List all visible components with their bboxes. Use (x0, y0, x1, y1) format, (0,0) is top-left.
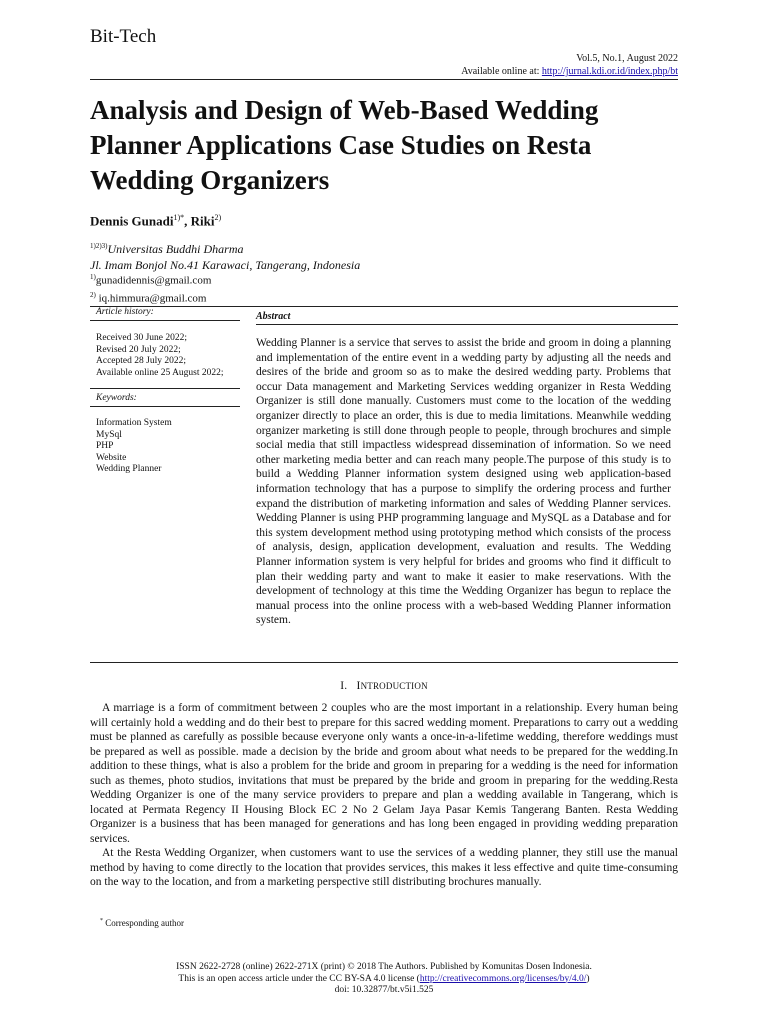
available-date: Available online 25 August 2022; (96, 367, 224, 378)
email-mark: 2) (90, 291, 96, 299)
author-separator: , (184, 213, 191, 229)
introduction-body (90, 701, 678, 890)
page-footer (90, 962, 678, 997)
author-name: Riki (190, 213, 215, 229)
affiliation (90, 238, 360, 273)
author-affiliation-mark: 2) (214, 213, 222, 222)
license-link[interactable]: http://creativecommons.org/licenses/by/4.0/ (419, 973, 587, 984)
email-address: iq.himmura@gmail.com (95, 292, 207, 305)
footer-issn: ISSN 2622-2728 (online) 2622-271X (print) © 2018 The Authors. Published by Komunitas Dosen Indonesia. (176, 962, 592, 972)
affiliation-address: Jl. Imam Bonjol No.41 Karawaci, Tangerang, Indonesia (90, 258, 361, 272)
footnote-text: Corresponding author (103, 918, 184, 928)
footer-license: This is an open access article under the CC BY-SA 4.0 license (http://creativecommons.org/licenses/by/4.0/) (178, 973, 590, 984)
email-address: gunadidennis@gmail.com (95, 274, 212, 287)
section-title-initial: I (356, 680, 361, 692)
journal-name: Bit-Tech (90, 26, 157, 47)
history-heading-divider (90, 320, 240, 321)
section-number: I. (340, 680, 348, 692)
author-list (90, 213, 221, 229)
author-affiliation-mark: 1)* (173, 213, 185, 222)
author-name: Dennis Gunadi (90, 213, 174, 229)
article-history-heading: Article history: (96, 307, 154, 317)
footnote-mark: * (100, 918, 103, 924)
abstract-heading: Abstract (256, 311, 291, 322)
keyword: Wedding Planner (96, 464, 162, 475)
keywords-top-divider (90, 388, 240, 389)
paragraph: A marriage is a form of commitment between 2 couples who are the most important in a relationship. Every human being will certainly hold a wedding and do their best to prepare for this sacred wedding moment. Preparations to carry out a wedding must be planned as carefully as possible because everyone only wants a once-in-a-lifetime wedding, therefore weddings must be prepared as well as possible. made a decision by the bride and groom about what needs to be prepared for the wedding.In addition to these things, what is also a problem for the bride and groom in preparing for a wedding is the need for information such as themes, photo studios, invitations that must be prepared by the bride and groom in preparing for the wedding.Resta Wedding Organizer is one of the many service providers to prepare and plan a wedding available in Tangerang, which is located at Permata Regency II Housing Block EC 2 No 2 Gelam Jaya Pasar Kemis Tangerang Banten. Resta Wedding Organizer is a business that has been managed for generations and has long been engaged in providing wedding preparation services. (90, 702, 678, 845)
abstract-bottom-divider (90, 662, 678, 663)
section-title-rest: NTRODUCTION (360, 681, 428, 691)
keyword: PHP (96, 441, 114, 452)
email-mark: 1) (90, 273, 96, 281)
keyword: Information System (96, 418, 172, 428)
revised-date: Revised 20 July 2022; (96, 344, 181, 355)
abstract-text: Wedding Planner is a service that serves to assist the bride and groom in doing a planning and implementation of the entire event in a wedding party by adjusting all the needs and desires of the bride and groom so as to make the desired wedding party. Problems that occur Data management and Marketing Services wedding organizer in Resta Wedding Organizer is still done manually. Customers must come to the location of the wedding organizer directly to place an order, this is due to media limitations. Meanwhile wedding organizer marketing is still done through people to people, through brochures and simple social media that still impactless widespread dissemination of information. So we need other marketing media better and can reach many people.The purpose of this study is to build a Wedding Planner information system designed using web application-based information technology that has a purpose to simplify the ordering process and further expand the distribution of marketing information and sales of Wedding Planner services. Wedding Planner is using PHP programming language and MySQL as a Database and for this system development method using prototyping method which consists of the process of analysis, design, application development, evaluation and results. The Wedding Planner information system is very helpful for brides and grooms who find it difficult to plan their wedding party and want to make it easier to make reservations. With the development of technology at this time the Wedding Organizer has begun to replace the manual process into the online process with a web-based Wedding Planner information system. (256, 337, 671, 627)
affiliation-mark: 1)2)3) (90, 242, 108, 250)
journal-url-link[interactable]: http://jurnal.kdi.or.id/index.php/bt (541, 66, 678, 77)
accepted-date: Accepted 28 July 2022; (96, 356, 186, 367)
available-online (461, 65, 678, 78)
abstract-heading-divider (256, 324, 678, 325)
footnote (100, 918, 184, 928)
available-label: Available online at: (461, 66, 542, 77)
author-email (90, 291, 206, 305)
abstract-top-divider (90, 306, 678, 307)
footer-doi: doi: 10.32877/bt.v5i1.525 (334, 985, 434, 995)
keyword-list (96, 418, 172, 476)
paper-title: Analysis and Design of Web-Based Wedding Planner Applications Case Studies on Resta Wedding Organizers (90, 95, 599, 195)
section-heading-introduction (90, 680, 678, 692)
article-history (96, 333, 224, 379)
keyword: MySql (96, 429, 122, 440)
keyword: Website (96, 452, 127, 463)
volume-info (461, 52, 678, 78)
header-divider (90, 79, 678, 80)
affiliation-name: Universitas Buddhi Dharma (107, 242, 244, 256)
keywords-heading-divider (90, 406, 240, 407)
keywords-heading: Keywords: (96, 393, 137, 403)
paragraph: At the Resta Wedding Organizer, when customers want to use the services of a wedding planner, they still use the manual method by having to come directly to the location that provides services, this makes it less effective and quite time-consuming on the way to the location, and from a marketing perspective still distributing brochures manually. (90, 847, 678, 888)
received-date: Received 30 June 2022; (96, 333, 188, 343)
volume-number: Vol.5, No.1, August 2022 (576, 53, 678, 64)
author-email (90, 273, 211, 287)
